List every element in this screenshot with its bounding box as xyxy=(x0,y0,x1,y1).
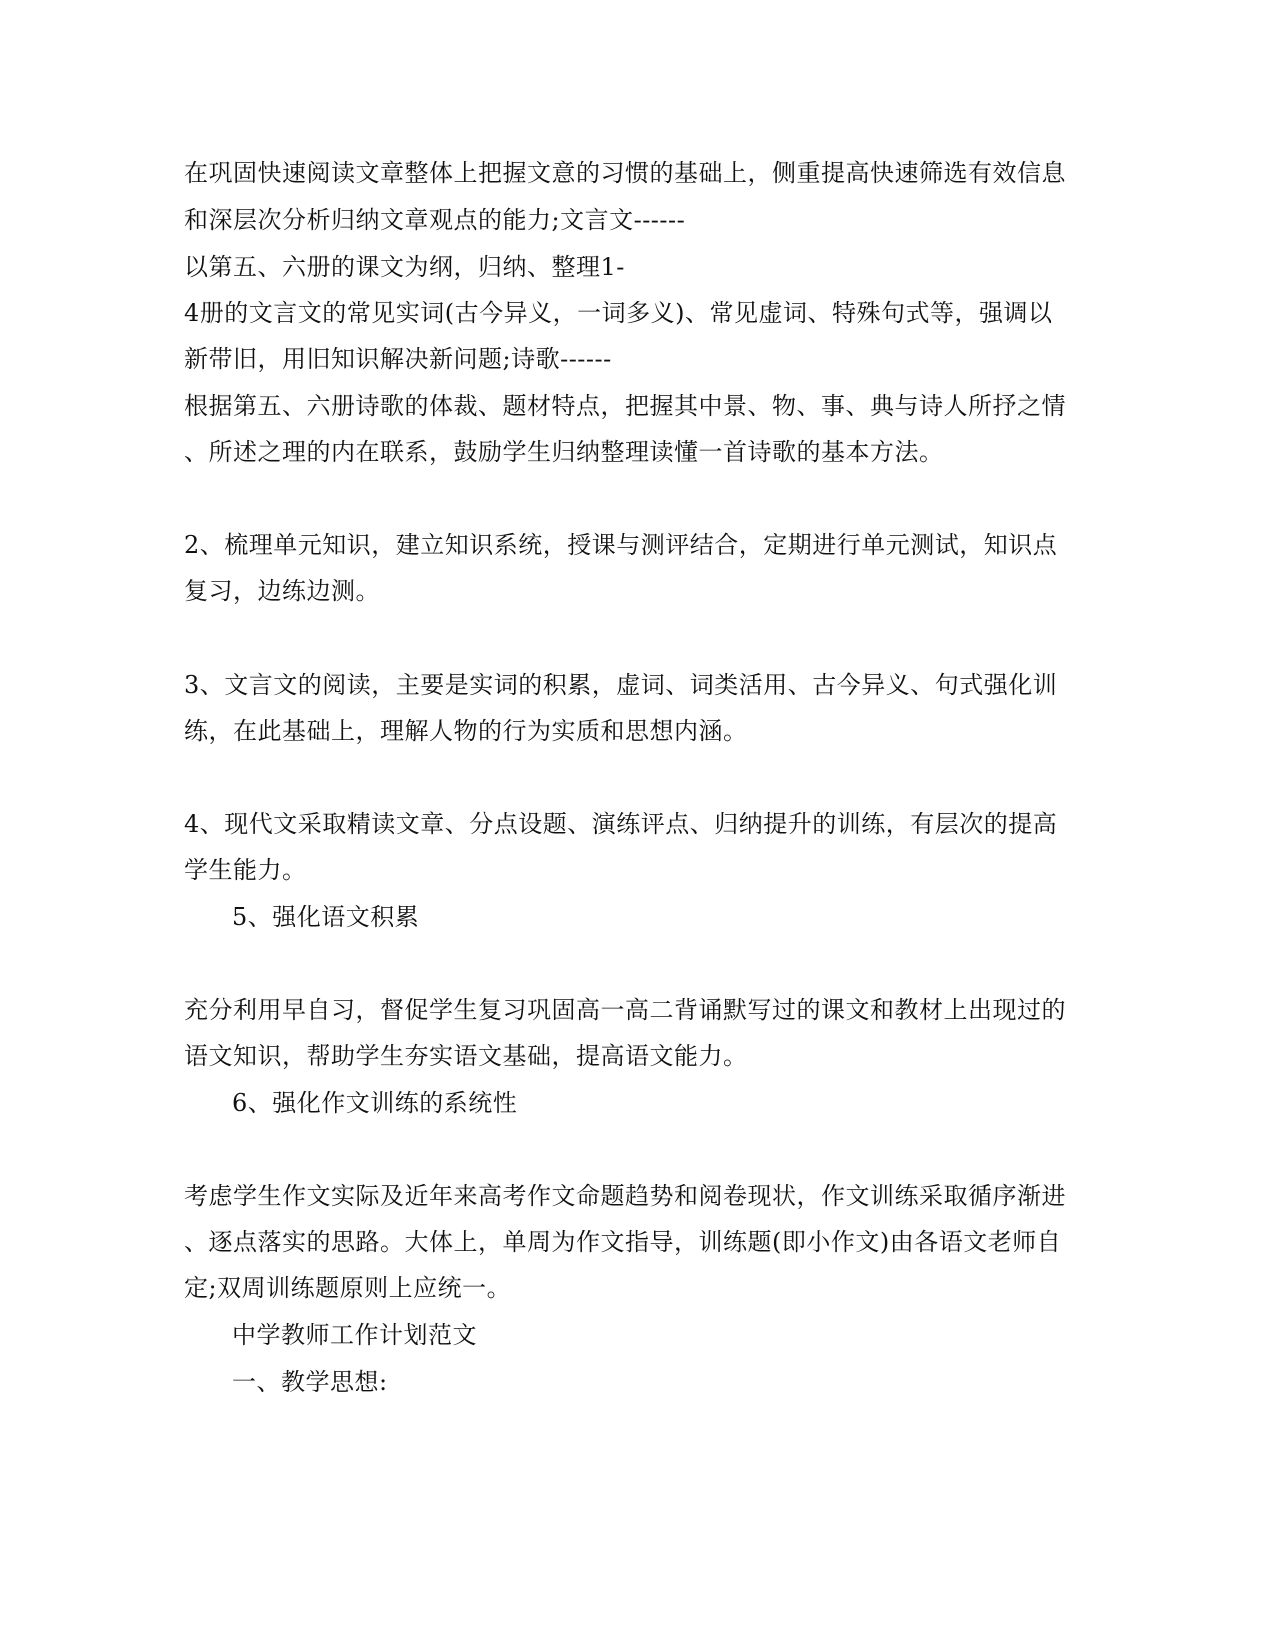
paragraph-line: 考虑学生作文实际及近年来高考作文命题趋势和阅卷现状，作文训练采取循序渐进 xyxy=(184,1182,1066,1210)
document-title: 中学教师工作计划范文 xyxy=(232,1321,477,1349)
section-heading: 5、强化语文积累 xyxy=(232,903,420,931)
section-heading: 6、强化作文训练的系统性 xyxy=(232,1089,518,1117)
list-item-3-line: 练，在此基础上，理解人物的行为实质和思想内涵。 xyxy=(184,717,748,745)
paragraph-line: 充分利用早自习，督促学生复习巩固高一高二背诵默写过的课文和教材上出现过的 xyxy=(184,996,1066,1024)
paragraph-line: 4册的文言文的常见实词(古今异义，一词多义)、常见虚词、特殊句式等，强调以 xyxy=(184,299,1053,327)
paragraph-line: 以第五、六册的课文为纲，归纳、整理1- xyxy=(184,253,625,281)
list-item-2-line: 2、梳理单元知识，建立知识系统，授课与测评结合，定期进行单元测试，知识点 xyxy=(184,531,1058,559)
list-item-4-line: 4、现代文采取精读文章、分点设题、演练评点、归纳提升的训练，有层次的提高 xyxy=(184,810,1058,838)
list-item-4-line: 学生能力。 xyxy=(184,856,307,884)
paragraph-line: 和深层次分析归纳文章观点的能力;文言文------ xyxy=(184,206,686,234)
paragraph-line: 、所述之理的内在联系，鼓励学生归纳整理读懂一首诗歌的基本方法。 xyxy=(184,438,944,466)
paragraph-line: 定;双周训练题原则上应统一。 xyxy=(184,1274,512,1302)
list-item-2-line: 复习，边练边测。 xyxy=(184,577,380,605)
section-heading: 一、教学思想: xyxy=(232,1368,388,1396)
paragraph-line: 、逐点落实的思路。大体上，单周为作文指导，训练题(即小作文)由各语文老师自 xyxy=(184,1228,1062,1256)
paragraph-line: 语文知识，帮助学生夯实语文基础，提高语文能力。 xyxy=(184,1042,748,1070)
list-item-3-line: 3、文言文的阅读，主要是实词的积累，虚词、词类活用、古今异义、句式强化训 xyxy=(184,671,1058,699)
paragraph-line: 根据第五、六册诗歌的体裁、题材特点，把握其中景、物、事、典与诗人所抒之情 xyxy=(184,392,1066,420)
paragraph-line: 在巩固快速阅读文章整体上把握文意的习惯的基础上，侧重提高快速筛选有效信息 xyxy=(184,159,1066,187)
paragraph-line: 新带旧，用旧知识解决新问题;诗歌------ xyxy=(184,345,612,373)
